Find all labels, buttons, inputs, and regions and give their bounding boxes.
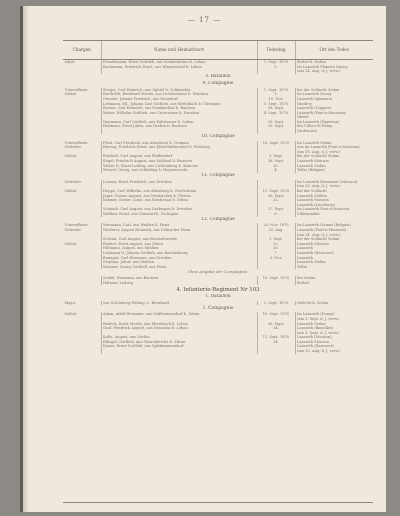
cell-place: Lazareth (Raucourt): [295, 344, 373, 349]
cell-name: Zeeger, Carl Heinrich, aus Spittel b. Schkeuditz: [101, 88, 257, 93]
cell-charge: Soldat: [64, 92, 77, 97]
cell-place: bei der Schlacht: [295, 189, 373, 194]
header-place: Ort des Todes: [295, 41, 373, 60]
cell-place: bei der Schlacht Sedan: [295, 237, 373, 242]
note-row: [63, 269, 373, 276]
cell-charge: [63, 349, 101, 354]
cell-name: Wiesner, Georg Gotthelf, aus Pirna: [101, 265, 257, 270]
page-number: — 17 —: [187, 16, 222, 24]
cell-date: 20. Aug.: [257, 228, 295, 233]
cell-charge: Gefreiter: [64, 145, 82, 150]
cell-date: 18. Sept. 1870: [257, 141, 295, 146]
cell-name: Schmidt, Carl August, aus Laubegast b. Dresden: [101, 207, 257, 212]
table-row: [63, 349, 373, 354]
cell-place: Lazareth Mouzon: [295, 198, 373, 203]
cell-place: Tellin: [295, 265, 373, 270]
cell-name: Reichelt, Carl August, aus Pfaffendorf: [101, 154, 257, 159]
cell-place: Lazareth: [295, 256, 373, 261]
cell-charge: Adjut.: [64, 60, 76, 64]
section-label: 11. Compagnie: [201, 172, 235, 178]
section-heading: [63, 305, 373, 312]
cell-date: 16. Sept. 1870: [257, 312, 295, 317]
cell-date: 18. Sept.: [257, 120, 295, 125]
cell-name: Weber, Wilhelm Gottlieb, aus Unterwiese b. Dresden: [101, 111, 257, 116]
cell-name: Walther, Ernst, aus Gersdorf b. Zschopau: [101, 212, 257, 217]
cell-name: Neumann, Carl, aus Wehlen b. Pirna: [101, 223, 257, 228]
cell-name: Leisner, Ernst Friedrich, aus Dresden: [101, 180, 257, 185]
cell-name: Graf, Friedrich August, aus Neusalza b. Löbau: [101, 326, 257, 331]
cell-place: (am 30. Aug. d. J. verw.): [295, 349, 373, 354]
cell-place: Lazareth (Cuppen): [295, 106, 373, 111]
cell-name: Geissler, Johann Friedrich, aus Naundorf: [101, 97, 257, 102]
header-date: Todestag: [257, 41, 295, 60]
cell-place: Vaudrey: [295, 102, 373, 107]
cell-date: 22.: [257, 198, 295, 203]
cell-charge: Major: [64, 300, 76, 305]
cell-place: Lazareth Sedan: [295, 260, 373, 265]
cell-date: 3. Nov.: [257, 256, 295, 261]
cell-name: Hoppe, Carl Wilhelm, aus Altenberg b. Großenhain: [101, 189, 257, 194]
cell-name: Wenzel, Georg, aus Schleifing b. Hoyerswerda: [101, 168, 257, 173]
cell-place: Im Lazareth Namur (Belgien): [295, 223, 373, 228]
cell-date: 1. Sept.: [257, 237, 295, 242]
cell-date: 5.: [257, 65, 295, 70]
table-header-row: [63, 41, 373, 60]
book-gutter: [23, 6, 29, 512]
section-heading: [63, 173, 373, 180]
cell-date: 18. Sept.: [257, 106, 295, 111]
cell-place: Lazareth Mouzon: [295, 159, 373, 164]
cell-place: Im Lazareth Douzy: [295, 92, 373, 97]
cell-date: 4. Sept. 1870: [257, 111, 295, 116]
cell-place: bei der Schlacht Sedan: [295, 154, 373, 159]
cell-name: Hillmann, August, aus Meißen: [101, 246, 257, 251]
cell-charge: Soldat: [64, 154, 77, 159]
cell-date: 1. Sept. 1870: [257, 60, 295, 65]
cell-charge: Gefreiter: [64, 179, 82, 184]
cell-place: (am 30. Aug. d. J. verw.): [295, 184, 373, 189]
cell-place: (am 24. Aug. d. J. verw.): [295, 233, 373, 238]
cell-name: Engel, Friedrich August, aus Sohland b. Bautzen: [101, 159, 257, 164]
cell-charge: Unteroffizier: [64, 223, 88, 228]
cell-date: 11. Sept. 1870: [257, 335, 295, 340]
cell-place: Im Lazareth (Douzy): [295, 312, 373, 317]
section-heading: [63, 74, 373, 81]
cell-place: Lazareth Sedan: [295, 164, 373, 169]
section-label: 1. Compagnie: [202, 305, 234, 311]
cell-place: Bei Sedan: [295, 276, 373, 281]
section-label: 3. Bataillon: [205, 73, 231, 79]
cell-place: Gefecht b. Sedan: [295, 301, 373, 306]
cell-date: 1. Sept.: [257, 154, 295, 159]
cell-date: 20. Nov. 1870: [257, 223, 295, 228]
section-label: 12. Compagnie: [201, 216, 235, 222]
cell-place: Lazareth (Pont-à-Mousson): [295, 228, 373, 233]
cell-name: Kramer, Gustav Louis, aus Reichenau b. Zittau: [101, 198, 257, 203]
cell-date: 7.: [257, 251, 295, 256]
cell-name: Stephan, Julius, aus Meißen: [101, 260, 257, 265]
cell-place: Aus im Lazareth (Pont-à-Mousson): [295, 145, 373, 150]
cell-place: Lazareth Sedan: [295, 322, 373, 327]
cell-place: Lazareth Mouzon: [295, 242, 373, 247]
cell-name: Richter, Ernst August, aus Zittau: [101, 242, 257, 247]
cell-name: Hofmann, Ernst Julius, aus Drehsa b. Bautzen: [101, 124, 257, 129]
cell-charge: Unteroffizier: [64, 140, 88, 145]
cell-charge: Soldat: [64, 312, 77, 317]
cell-name: von Schönberg-Pötting, L. Bernhard: [101, 301, 257, 306]
cell-place: Lazareth Spinnerei: [295, 97, 373, 102]
section-label: 10. Compagnie: [201, 133, 235, 139]
cell-name: Elbogel, Gottlieb, aus Oberoderwitz b. Zittau: [101, 340, 257, 345]
regiment-heading: [63, 285, 373, 294]
cell-date: 24.: [257, 340, 295, 345]
cell-date: 26.: [257, 246, 295, 251]
section-heading: [63, 81, 373, 88]
cell-name: Reiniger, Carl Hermann, aus Dresden: [101, 256, 257, 261]
section-heading: [63, 217, 373, 224]
cell-date: 1.: [257, 92, 295, 97]
cell-name: Bieleck, Ernst Moritz, aus Ebersbach b. Löbau: [101, 322, 257, 327]
cell-date: 26. Sept.: [257, 194, 295, 199]
cell-name: Seidel, Hermann, aus Bautzen: [101, 276, 257, 281]
cell-date: 5. Sept. 1870: [257, 102, 295, 107]
section-label: Ohne Angabe der Compagnie:: [187, 269, 249, 275]
cell-place: Im Lazareth (Paprieux): [295, 120, 373, 125]
cell-name: Niederer, August Heinrich, aus Dohna bei Pirna: [101, 228, 257, 233]
cell-name: Kalle, August, aus Görlitz: [101, 335, 257, 340]
header-charge: Chargen: [63, 41, 101, 60]
cell-date: 26. Sept.: [257, 322, 295, 327]
cell-place: (am 18. Aug. d. J. verw.): [295, 150, 373, 155]
cell-name: Adam, Adolf Hermann, aus Seifhennersdorf b. Zittau: [101, 312, 257, 317]
cell-date: 10. Nov.: [257, 97, 295, 102]
cell-date: 26. Sept.: [257, 159, 295, 164]
cell-name: Schenk, Carl August, aus Bischofswerda: [101, 237, 257, 242]
cell-name: Bertholdt, Bernhard Moritz, aus Lichtentanne b. Zwickau: [101, 92, 257, 97]
cell-date: 1. Sept. 1870: [257, 301, 295, 306]
cell-date: 4.: [257, 168, 295, 173]
section-label: 1. Bataillon: [205, 293, 231, 299]
cell-place: Lazareth: [295, 246, 373, 251]
cell-place: Im Lazareth Sedan: [295, 141, 373, 146]
cell-place: (Ardennes): [295, 129, 373, 134]
cell-place: Villemomble: [295, 212, 373, 217]
cell-place: Bethel: [295, 281, 373, 286]
cell-place: (am 1. Sept. d. J. verw.): [295, 317, 373, 322]
cell-place: Lazareth (Mouzon): [295, 335, 373, 340]
cell-place: Lazareth (Bazeilles): [295, 326, 373, 331]
cell-name: Bachmann, Friedrich Ernst, aus Wiegersdorf b. Lobau: [101, 65, 257, 70]
section-heading: [63, 294, 373, 301]
cell-date: 27. Sept.: [257, 207, 295, 212]
cell-place: Im Lazareth Beaumont (Mouzon): [295, 180, 373, 185]
cell-name: [101, 349, 257, 354]
register-page: [20, 6, 386, 512]
cell-charge: Gefreiter: [64, 228, 82, 233]
cell-date: 11. Sept. 1870: [257, 189, 295, 194]
cell-date: 1. Sept. 1870: [257, 88, 295, 93]
cell-charge: Unteroffizier: [64, 87, 88, 92]
cell-place: Lazareth (Raucourt): [295, 251, 373, 256]
cell-place: Lazareth Zellers: [295, 194, 373, 199]
cell-date: 20. Sept.: [257, 124, 295, 129]
cell-charge: Soldat: [64, 188, 77, 193]
cell-place: Bei Villers-St-Remy: [295, 124, 373, 129]
section-label: 9. Compagnie: [202, 80, 234, 86]
cell-name: Hölzner, Ludwig: [101, 281, 257, 286]
cell-date: 22.: [257, 242, 295, 247]
table-body: [63, 60, 373, 354]
cell-name: Lohmann II, Johann Gottlieb, aus Reichenberg: [101, 251, 257, 256]
cell-place: Lazareth (Pont-à-Mousson): [295, 111, 373, 116]
section-heading: [63, 134, 373, 141]
cell-name: Lehmann, Ed., Johann Carl Gottlieb, aus Mittelbach b. Chemnitz: [101, 102, 257, 107]
cell-name: Freudemann, Ernst Gottlieb, aus Sonnenbrunn b. Lobau: [101, 60, 257, 65]
cell-charge: Soldat: [64, 241, 77, 246]
cell-place: Lazareth (Lüneburg): [295, 203, 373, 208]
cell-date: 30.: [257, 164, 295, 169]
cell-name: Jäger, Gustav August, aus Neukirchen b. Pleissa: [101, 194, 257, 199]
cell-place: (am 24. Aug. d. J. verw.): [295, 69, 373, 74]
cell-name: Rosner, Carl Heinrich, aus Frankenthal b. Bautzen: [101, 106, 257, 111]
header-name: Name und Heimathsort: [101, 41, 257, 60]
cell-name: Flick, Carl Friedrich, aus Altenbach b. Grimma: [101, 141, 257, 146]
cell-name: Naumann, Carl Gottlieb, aus Kaltwasser b. Lobau: [101, 120, 257, 125]
cell-place: Lazareth Mouzon: [295, 340, 373, 345]
cell-name: Herzog, Friedrich Ernst, aus Klein-Waltersdorf b. Freiberg: [101, 145, 257, 150]
cell-name: Kunze, Ernst Gottlieb, aus Spitzkunnersdorf: [101, 344, 257, 349]
cell-name: Weber II, Ernst Ludwig, aus Lichtenberg b. Kamenz: [101, 164, 257, 169]
cell-place: (Brief): [295, 115, 373, 120]
casualty-table: [63, 40, 373, 354]
cell-date: [257, 349, 295, 354]
cell-place: bei der Schlacht Sedan: [295, 88, 373, 93]
cell-place: Tellin (Belgien): [295, 168, 373, 173]
cell-date: 24.: [257, 326, 295, 331]
cell-place: (am 1. Sept. d. J. verw.): [295, 331, 373, 336]
cell-place: Bethel b. Sedan: [295, 60, 373, 65]
cell-place: Im Lazareth Planeau Nancy: [295, 65, 373, 70]
cell-date: 10. Sept. 1870: [257, 276, 295, 281]
cell-place: Im Lazareth Pont-à-Mousson: [295, 207, 373, 212]
cell-date: 6.: [257, 212, 295, 217]
table-bottom-rule: [63, 502, 373, 503]
section-label: 4. Infanterie-Regiment Nr 103: [176, 286, 260, 293]
